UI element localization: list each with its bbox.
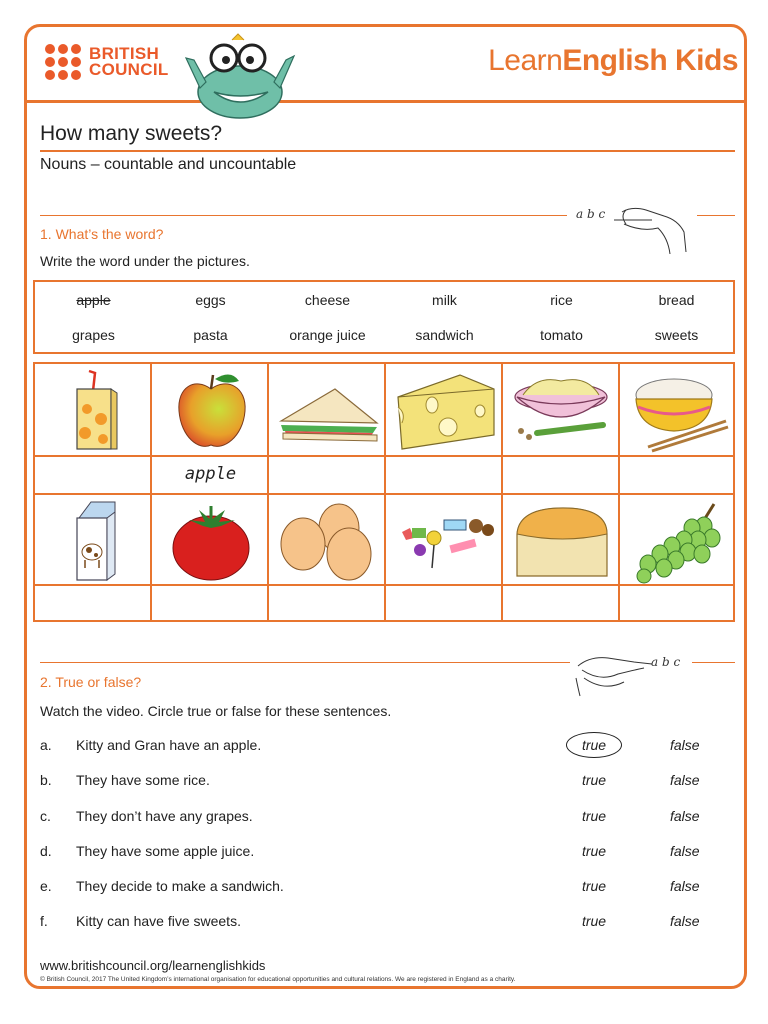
- page-subtitle: Nouns – countable and uncountable: [40, 156, 297, 173]
- word-grapes: grapes: [72, 327, 115, 343]
- false-option[interactable]: false: [670, 878, 700, 894]
- section2-instruction: Watch the video. Circle true or false for these sentences.: [40, 703, 392, 719]
- false-option[interactable]: false: [670, 772, 700, 788]
- tf-sentence: They have some apple juice.: [76, 843, 255, 859]
- word-milk: milk: [432, 292, 457, 308]
- section1-rule-left: [40, 215, 567, 216]
- sweets-icon: [386, 495, 503, 587]
- word-bread: bread: [658, 292, 695, 308]
- tf-letter: a.: [40, 737, 52, 753]
- tf-sentence: Kitty and Gran have an apple.: [76, 737, 262, 753]
- learnenglish-kids-logo[interactable]: [488, 44, 738, 78]
- tf-letter: d.: [40, 843, 52, 859]
- tf-row-e: [40, 878, 730, 900]
- milk-carton-icon: [35, 495, 152, 587]
- tf-row-d: [40, 843, 730, 865]
- true-option[interactable]: true: [581, 808, 607, 824]
- writing-hand-icon: [612, 198, 692, 256]
- tf-sentence: They don’t have any grapes.: [76, 808, 253, 824]
- bc-logo-line2: COUNCIL: [89, 60, 169, 79]
- word-apple: apple: [76, 292, 111, 308]
- green-monster-mascot-icon: [180, 30, 300, 120]
- rice-bowl-icon: [618, 364, 735, 456]
- tf-row-f: [40, 913, 730, 935]
- tf-row-c: [40, 808, 730, 830]
- page-title: How many sweets?: [40, 122, 223, 145]
- true-option[interactable]: true: [581, 772, 607, 788]
- british-council-dots-icon: [45, 44, 81, 80]
- tf-letter: b.: [40, 772, 52, 788]
- true-option[interactable]: true: [581, 878, 607, 894]
- bread-icon: [503, 495, 620, 587]
- true-option[interactable]: true: [581, 843, 607, 859]
- true-option-circled[interactable]: true: [578, 737, 610, 753]
- word-rice: rice: [550, 292, 573, 308]
- false-option[interactable]: false: [670, 843, 700, 859]
- tf-sentence: They have some rice.: [76, 772, 210, 788]
- writing-hand-icon: [574, 648, 654, 700]
- word-tomato: tomato: [540, 327, 583, 343]
- title-divider: [40, 150, 735, 152]
- tf-row-a: [40, 737, 730, 759]
- word-cheese: cheese: [304, 292, 351, 308]
- section2-rule-left: [40, 662, 570, 663]
- grapes-icon: [618, 495, 735, 587]
- cheese-icon: [386, 364, 503, 456]
- false-option[interactable]: false: [670, 737, 700, 753]
- bc-logo-line1: BRITISH: [89, 44, 160, 63]
- section1-rule-right: [697, 215, 735, 216]
- word-bank: [33, 280, 735, 354]
- section1-abc-letters: a b c: [576, 207, 606, 221]
- tf-letter: c.: [40, 808, 51, 824]
- header-divider: [24, 100, 747, 103]
- picture-grid: [33, 362, 735, 622]
- pasta-bowl-icon: [503, 364, 620, 456]
- answer-cell-apple[interactable]: apple: [184, 464, 237, 484]
- true-option[interactable]: true: [581, 913, 607, 929]
- word-orange-juice: orange juice: [289, 327, 366, 343]
- footer-legal-text: © British Council, 2017 The United Kingdom’s international organisation for educational opportunities and cultural relations. We are registered in England as a charity.: [40, 976, 516, 983]
- false-option[interactable]: false: [670, 913, 700, 929]
- tf-row-b: [40, 772, 730, 794]
- word-pasta: pasta: [193, 327, 228, 343]
- orange-juice-box-icon: [35, 364, 152, 456]
- footer-url-link[interactable]: www.britishcouncil.org/learnenglishkids: [40, 958, 266, 973]
- section2-abc-letters: a b c: [651, 655, 681, 669]
- section2-rule-right: [692, 662, 735, 663]
- word-sweets: sweets: [654, 327, 699, 343]
- tf-sentence: Kitty can have five sweets.: [76, 913, 241, 929]
- eggs-icon: [269, 495, 386, 587]
- tf-letter: e.: [40, 878, 52, 894]
- tf-letter: f.: [40, 913, 48, 929]
- apple-icon: [152, 364, 269, 456]
- false-option[interactable]: false: [670, 808, 700, 824]
- tf-sentence: They decide to make a sandwich.: [76, 878, 284, 894]
- sandwich-icon: [269, 364, 386, 456]
- tomato-icon: [152, 495, 269, 587]
- british-council-logo[interactable]: [45, 44, 169, 80]
- section1-heading: 1. What’s the word?: [40, 226, 164, 242]
- section1-instruction: Write the word under the pictures.: [40, 253, 250, 269]
- lek-logo-part1: Learn: [488, 44, 563, 77]
- word-eggs: eggs: [195, 292, 226, 308]
- lek-logo-part2: English Kids: [562, 44, 738, 77]
- word-sandwich: sandwich: [415, 327, 474, 343]
- section2-heading: 2. True or false?: [40, 674, 142, 690]
